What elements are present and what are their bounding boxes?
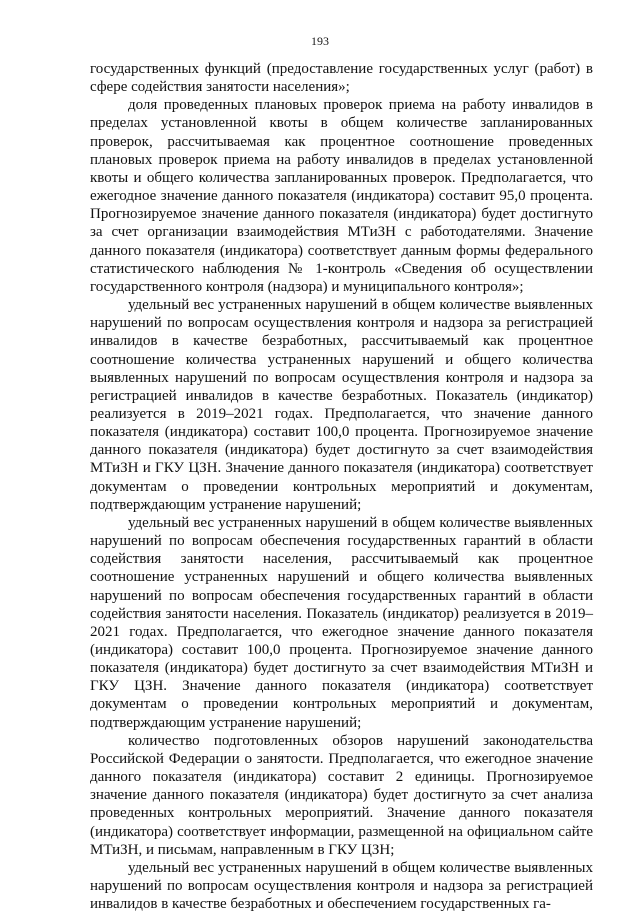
paragraph-state-guarantees-violations: удельный вес устраненных нарушений в общем количестве выявленных нарушений по вопросам обеспечения государственных гарантий в области содействия занятости населения, рассчитываемый как процентное соотношение устраненных нарушений и общего количества выявленных нарушений по вопросам обеспечения государственных гарантий в области содействия занятости населения. Показатель (индикатор) реализуется в 2019–2021 годах. Предполагается, что ежегодное значение данного показателя (индикатора) составит 100,0 процента. Прогнозируемое значение данного показателя (индикатора) будет достигнуто за счет взаимодействия МТиЗН и ГКУ ЦЗН. Значение данного показателя (индикатора) соответствует документам о проведении контрольных мероприятий и документам, подтверждающим устранение нарушений; — [90, 514, 593, 731]
paragraph-registration-guarantees-violations: удельный вес устраненных нарушений в общем количестве выявленных нарушений по вопросам осуществления контроля и надзора за регистрацией инвалидов в качестве безработных и обеспечением государственных га- — [90, 859, 593, 913]
paragraph-disabled-registration-violations: удельный вес устраненных нарушений в общем количестве выявленных нарушений по вопросам осуществления контроля и надзора за регистрацией инвалидов в качестве безработных, рассчитываемый как процентное соотношение количества устраненных нарушений и общего количества выявленных нарушений по вопросам осуществления контроля и надзора за регистрацией инвалидов в качестве безработных. Показатель (индикатор) реализуется в 2019–2021 годах. Предполагается, что значение данного показателя (индикатора) составит 100,0 процента. Прогнозируемое значение данного показателя (индикатора) будет достигнуто за счет взаимодействия МТиЗН и ГКУ ЦЗН. Значение данного показателя (индикатора) соответствует документам о проведении контрольных мероприятий и документам, подтверждающим устранение нарушений; — [90, 297, 593, 513]
paragraph-continuation: государственных функций (предоставление государственных услуг (работ) в сфере содействия занятости населения»; — [90, 61, 593, 96]
paragraph-violation-reviews-count: количество подготовленных обзоров нарушений законодательства Российской Федерации о занятости. Предполагается, что ежегодное значение данного показателя (индикатора) составит 2 единицы. Прогнозируемое значение данного показателя (индикатора) будет достигнуто за счет анализа проведенных контрольных мероприятий. Значение данного показателя (индикатора) соответствует информации, размещенной на официальном сайте МТиЗН, и письмам, направленным в ГКУ ЦЗН; — [90, 732, 593, 858]
paragraph-planned-inspections-share: доля проведенных плановых проверок приема на работу инвалидов в пределах установленной квоты в общем количестве запланированных проверок, рассчитываемая как процентное соотношение проведенных плановых проверок приема на работу инвалидов в пределах установленной квоты и общего количества запланированных проверок. Предполагается, что ежегодное значение данного показателя (индикатора) составит 95,0 процента. Прогнозируемое значение данного показателя (индикатора) будет достигнуто за счет организации взаимодействия МТиЗН с работодателями. Значение данного показателя (индикатора) соответствует данным формы федерального статистического наблюдения № 1-контроль «Сведения об осуществлении государственного контроля (надзора) и муниципального контроля»; — [90, 97, 593, 295]
page-number: 193 — [311, 34, 329, 48]
document-body — [90, 60, 593, 913]
